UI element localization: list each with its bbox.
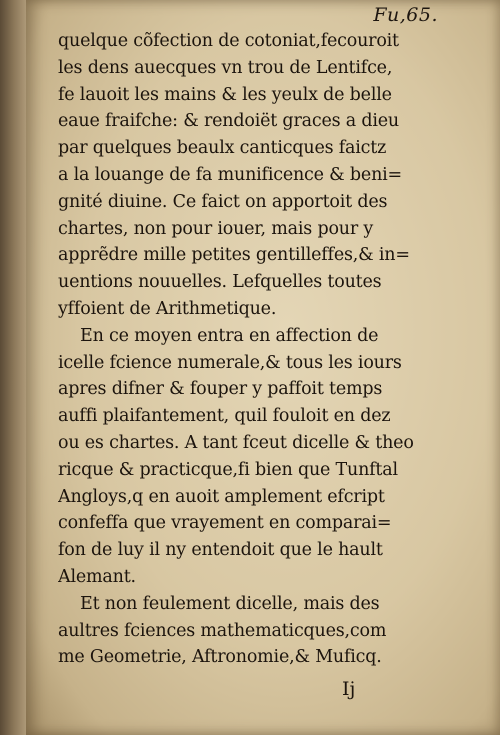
text-line: auffi plaifantement, quil fouloit en dez	[58, 406, 391, 427]
text-line: apprẽdre mille petites gentilleffes,& in=	[58, 245, 410, 266]
text-line: uentions nouuelles. Lefquelles toutes	[58, 272, 382, 293]
text-line: les dens auecques vn trou de Lentifce,	[58, 57, 393, 78]
text-line: apres difner & fouper y paffoit temps	[58, 379, 383, 400]
text-line: yffoient de Arithmetique.	[58, 298, 277, 319]
text-line: ou es chartes. A tant fceut dicelle & theo	[58, 432, 414, 453]
text-line: a la louange de fa munificence & beni=	[58, 164, 402, 185]
text-line: En ce moyen entra en affection de	[80, 325, 379, 346]
text-line: chartes, non pour iouer, mais pour y	[58, 218, 374, 239]
signature-mark: Ij	[342, 678, 356, 700]
text-line: confeffa que vrayement en comparai=	[58, 513, 392, 534]
folio-number: Fu,65.	[373, 4, 438, 26]
text-line: fon de luy il ny entendoit que le hault	[58, 540, 383, 561]
book-page	[26, 0, 500, 735]
text-line: me Geometrie, Aftronomie,& Muficq.	[58, 647, 382, 668]
text-line: icelle fcience numerale,& tous les iours	[58, 352, 402, 373]
text-line: aultres fciences mathematicques,com	[58, 620, 387, 641]
text-line: eaue fraifche: & rendoiët graces a dieu	[58, 111, 399, 132]
body-text	[58, 28, 470, 671]
text-line: ricque & practicque,fi bien que Tunftal	[58, 459, 398, 480]
text-line: par quelques beaulx canticques faictz	[58, 138, 387, 159]
text-line: Angloys,q en auoit amplement efcript	[58, 486, 385, 507]
text-line: quelque cõfection de cotoniat,fecouroit	[58, 31, 399, 51]
text-line: Et non feulement dicelle, mais des	[80, 593, 380, 614]
text-line: gnité diuine. Ce faict on apportoit des	[58, 191, 388, 212]
text-line: fe lauoit les mains & les yeulx de belle	[58, 84, 392, 105]
text-line: Alemant.	[58, 566, 136, 587]
